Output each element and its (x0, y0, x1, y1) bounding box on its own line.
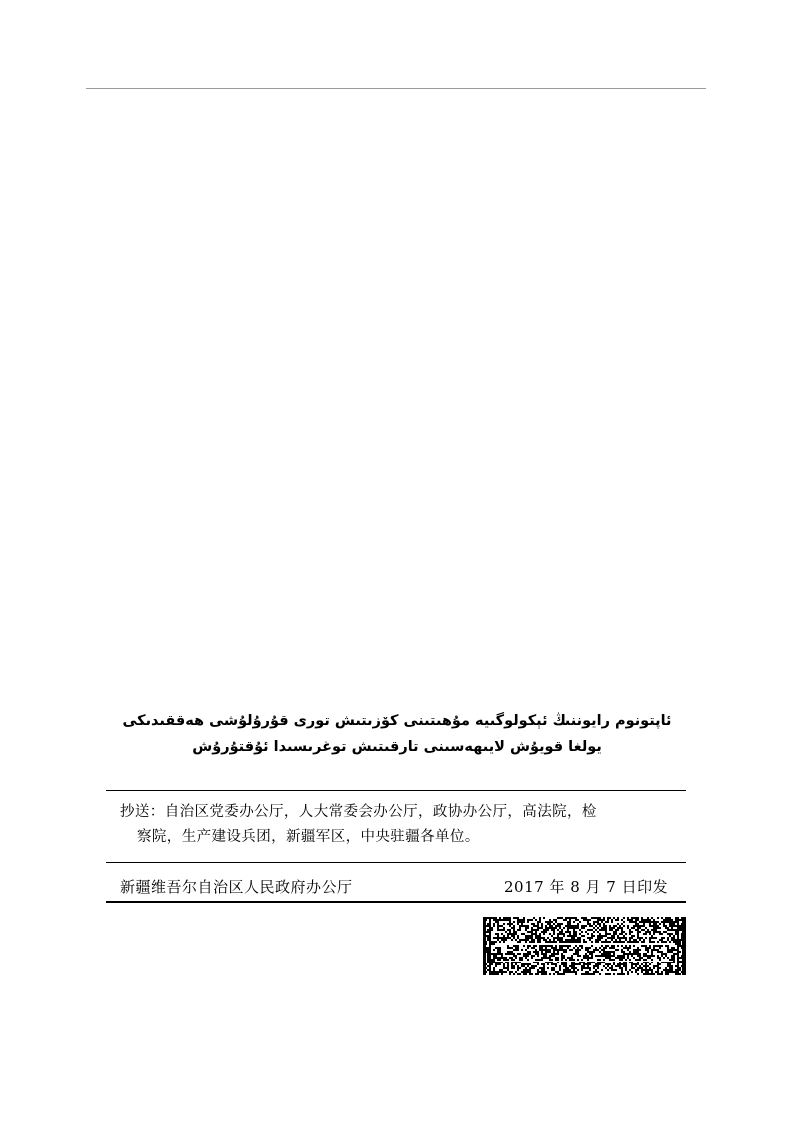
distribution-line-2: 察院，生产建设兵团，新疆军区，中央驻疆各单位。 (137, 829, 480, 845)
issuing-office: 新疆维吾尔自治区人民政府办公厅 (120, 877, 353, 896)
uyghur-title (110, 708, 684, 760)
distribution-line-1: 抄送：自治区党委办公厅，人大常委会办公厅，政协办公厅，高法院，检 (120, 804, 597, 820)
uyghur-title-line-1: ئاپتونوم رايوننىڭ ئېكولوگىيە مۇھىتىنى كۆزىتىش تورى قۇرۇلۇشى ھەققىدىكى (122, 713, 672, 729)
header-divider (86, 88, 706, 89)
footer-issuer-row (120, 872, 676, 900)
distribution-list (120, 800, 676, 850)
barcode-icon (483, 917, 686, 975)
issue-date: 2017 年 8 月 7 日印发 (504, 877, 669, 896)
distribution-divider-bottom (106, 862, 686, 863)
uyghur-title-line-2: يولغا قويۇش لايىھەسىنى تارقىتىش توغرىسىدا ئۇقتۇرۇش (192, 739, 602, 755)
distribution-divider-top (106, 790, 686, 791)
footer-divider (106, 901, 686, 903)
